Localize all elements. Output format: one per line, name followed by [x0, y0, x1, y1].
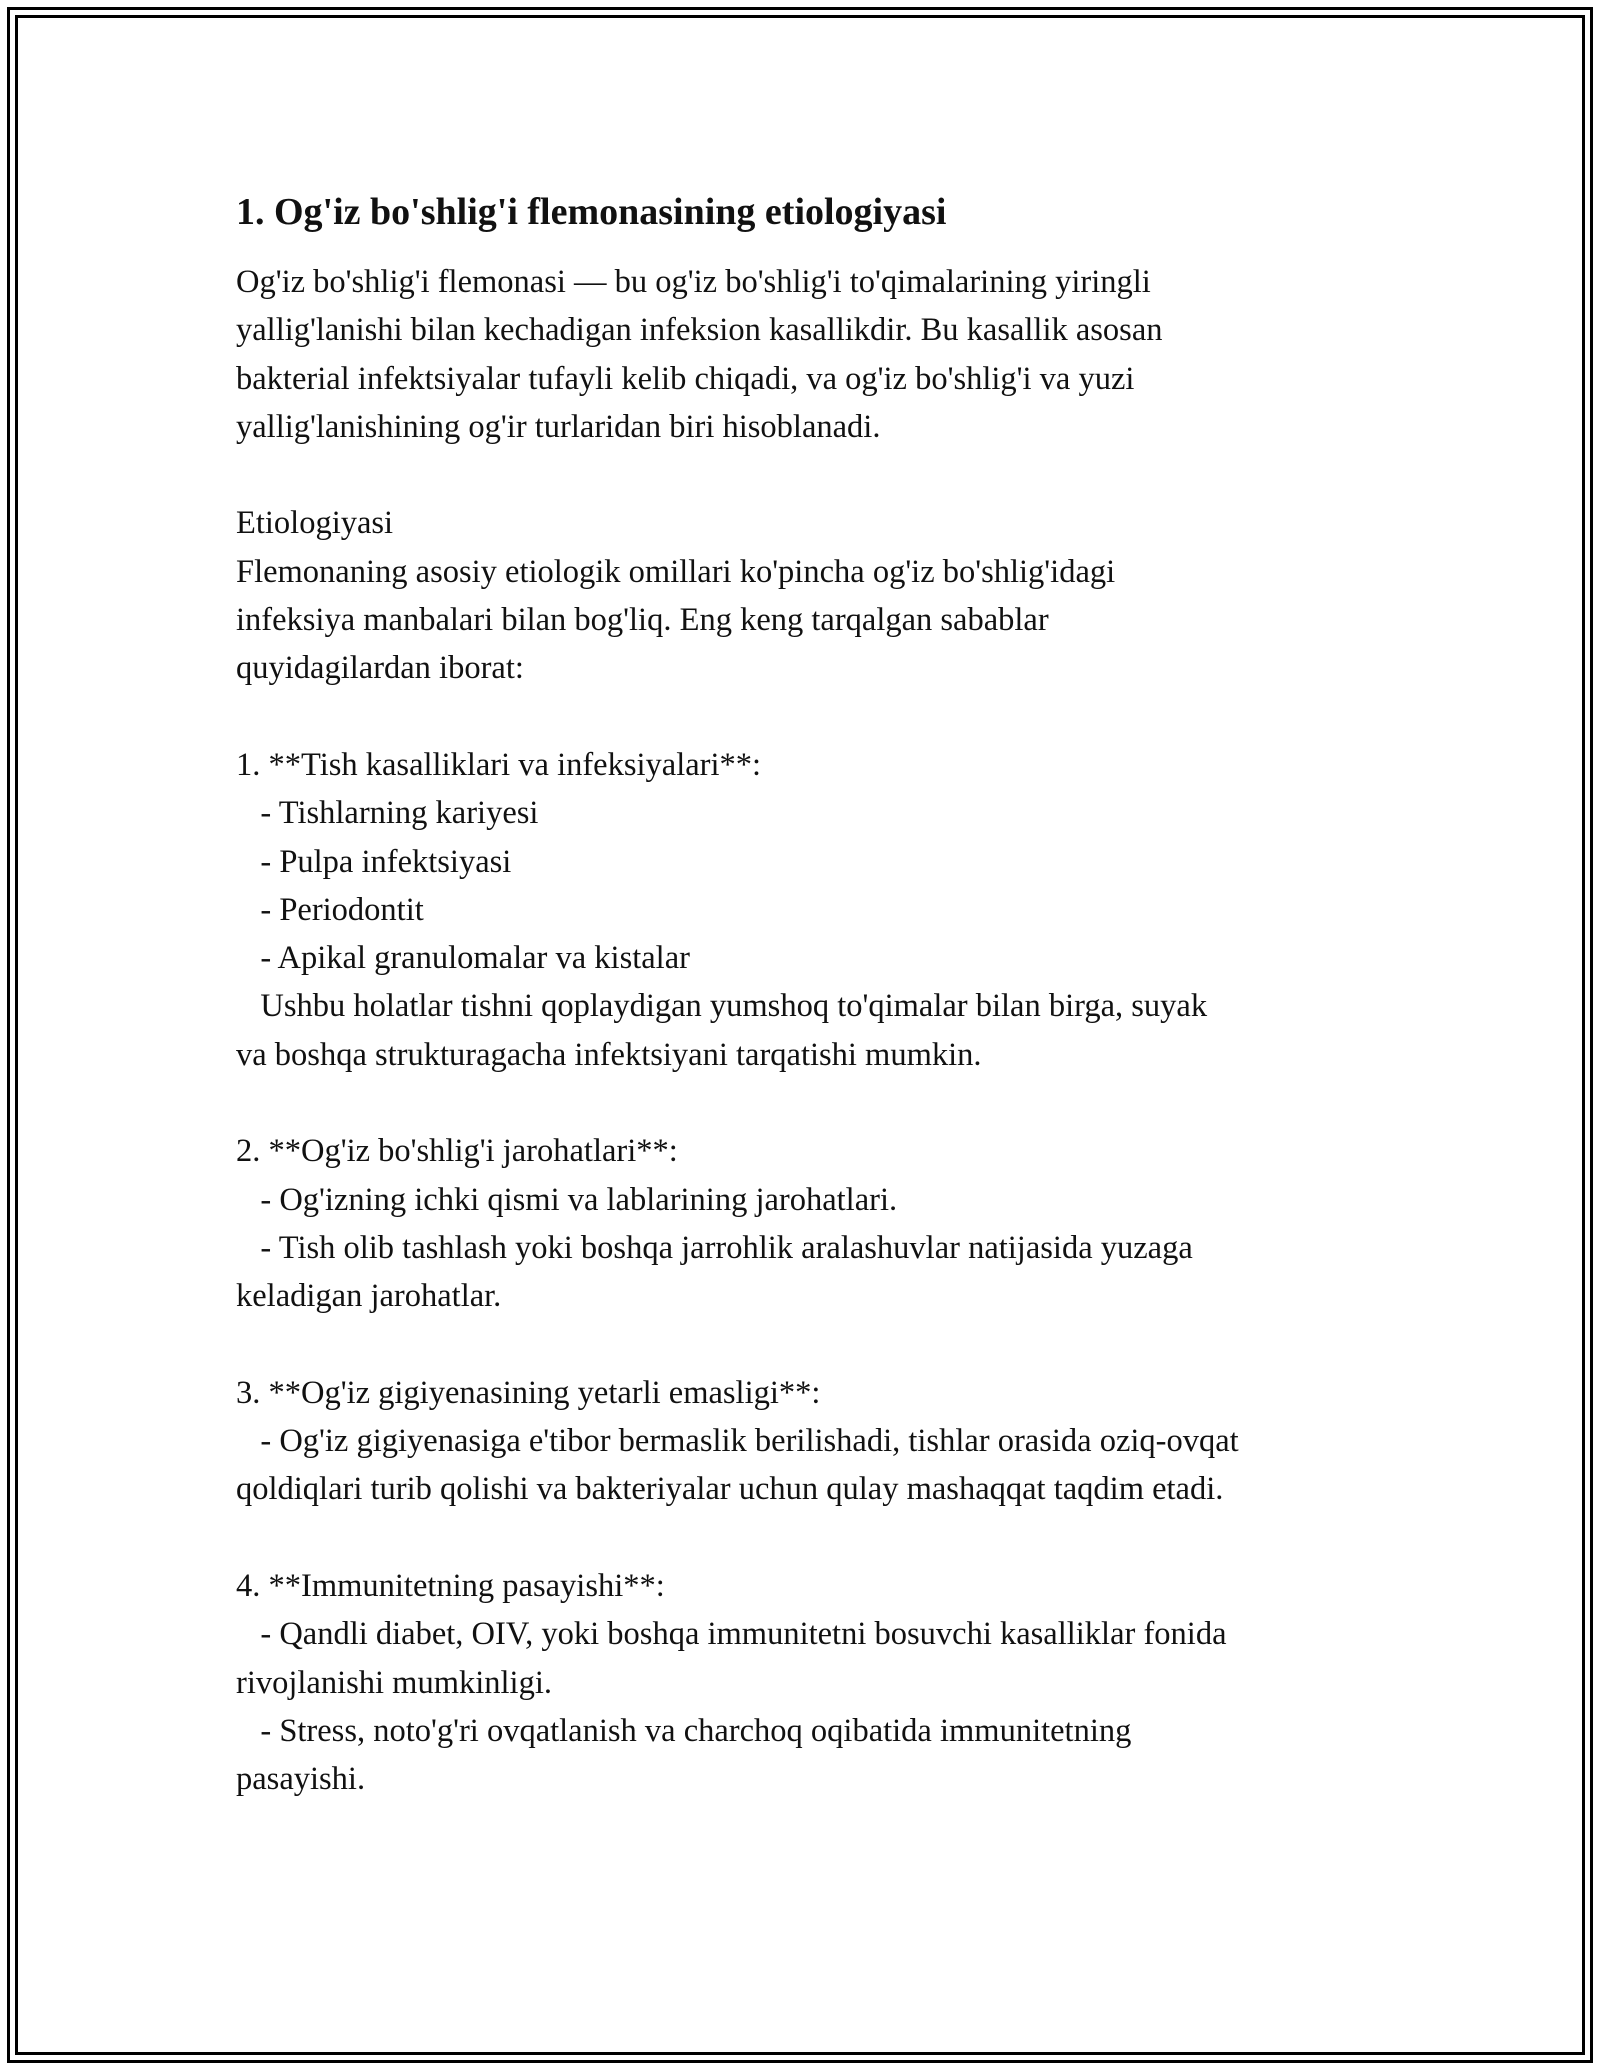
intro-paragraph: Og'iz bo'shlig'i flemonasi — bu og'iz bo'shlig'i to'qimalarining yiringli yallig'lanishi bilan kechadigan infeksion kasallikdir. Bu kasallik asosan bakterial infektsiyalar tufayli kelib chiqadi, va og'iz bo'shlig'i va yuzi yallig'lanishining og'ir turlaridan biri hisoblanadi.: [236, 264, 1163, 445]
spacer-line: [236, 1079, 1396, 1127]
list-item-oral-hygiene: 3. **Og'iz gigiyenasining yetarli emasligi**: - Og'iz gigiyenasiga e'tibor bermaslik berilishadi, tishlar orasida oziq-ovqat qoldiqlari turib qolishi va bakteriyalar uchun qulay mashaqqat taqdim etadi.: [236, 1374, 1239, 1508]
list-item-immunity: 4. **Immunitetning pasayishi**: - Qandli diabet, OIV, yoki boshqa immunitetni bosuvchi kasalliklar fonida rivojlanishi mumkinligi. - Stress, noto'g'ri ovqatlanish va charchoq oqibatida immunitetning pasayishi.: [236, 1568, 1227, 1798]
spacer-line: [236, 1514, 1396, 1562]
list-item-oral-injuries: 2. **Og'iz bo'shlig'i jarohatlari**: - Og'izning ichki qismi va lablarining jarohatlari. - Tish olib tashlash yoki boshqa jarrohlik aralashuvlar natijasida yuzaga keladigan jarohatlar.: [236, 1133, 1193, 1315]
spacer-line: [236, 1321, 1396, 1369]
spacer-line: [236, 451, 1396, 499]
list-item-dental-diseases: 1. **Tish kasalliklari va infeksiyalari**: - Tishlarning kariyesi - Pulpa infektsiyasi - Periodontit - Apikal granulomalar va kistalar Ushbu holatlar tishni qoplaydigan yumshoq to'qimalar bilan birga, suyak va boshqa strukturagacha infektsiyani tarqatishi mumkin.: [236, 746, 1208, 1073]
document-body: [236, 188, 1396, 1804]
etiology-paragraph: Etiologiyasi Flemonaning asosiy etiologik omillari ko'pincha og'iz bo'shlig'idagi infeksiya manbalari bilan bog'liq. Eng keng tarqalgan sabablar quyidagilardan iborat:: [236, 505, 1116, 687]
spacer-line: [236, 693, 1396, 741]
document-title: 1. Og'iz bo'shlig'i flemonasining etiologiyasi: [236, 191, 947, 233]
